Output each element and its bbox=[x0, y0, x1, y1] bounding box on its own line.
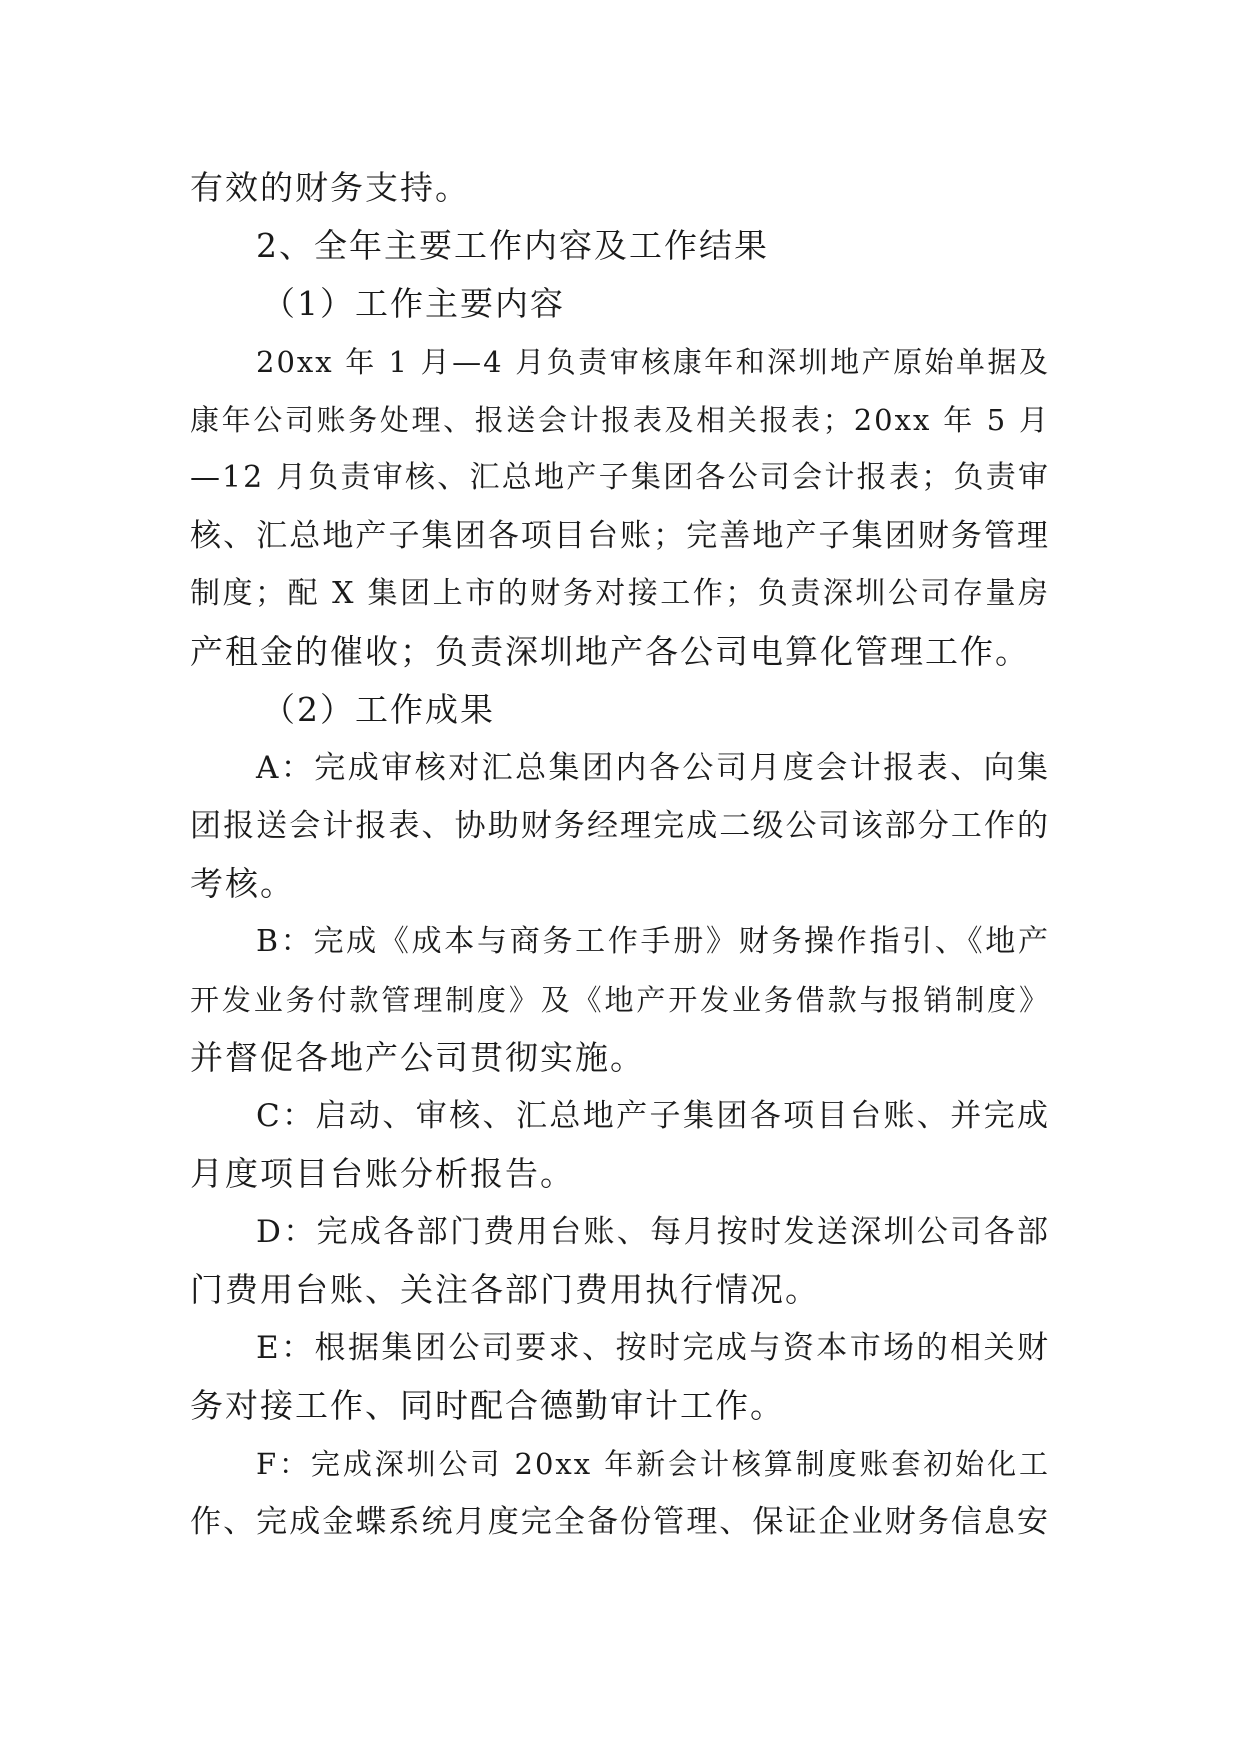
item-e-line-2: 务对接工作、同时配合德勤审计工作。 bbox=[190, 1386, 785, 1425]
item-a-line-1: A：完成审核对汇总集团内各公司月度会计报表、向集 bbox=[256, 750, 1050, 786]
text-line-6: —12 月负责审核、汇总地产子集团各公司会计报表；负责审 bbox=[190, 460, 1050, 495]
item-b-line-1: B：完成《成本与商务工作手册》财务操作指引、《地产 bbox=[256, 924, 1050, 959]
item-d-line-2: 门费用台账、关注各部门费用执行情况。 bbox=[190, 1270, 820, 1309]
text-line-5: 康年公司账务处理、报送会计报表及相关报表；20xx 年 5 月 bbox=[190, 403, 1050, 437]
item-b-line-2: 开发业务付款管理制度》及《地产开发业务借款与报销制度》 bbox=[190, 983, 1050, 1017]
subheading-work-content: （1）工作主要内容 bbox=[262, 284, 565, 323]
item-c-line-2: 月度项目台账分析报告。 bbox=[190, 1154, 575, 1193]
text-line-9: 产租金的催收；负责深圳地产各公司电算化管理工作。 bbox=[190, 632, 1030, 671]
item-a-line-2: 团报送会计报表、协助财务经理完成二级公司该部分工作的 bbox=[190, 808, 1050, 844]
item-f-line-1: F：完成深圳公司 20xx 年新会计核算制度账套初始化工 bbox=[256, 1447, 1050, 1481]
item-b-line-3: 并督促各地产公司贯彻实施。 bbox=[190, 1038, 645, 1077]
item-d-line-1: D：完成各部门费用台账、每月按时发送深圳公司各部 bbox=[256, 1214, 1050, 1250]
item-c-line-1: C：启动、审核、汇总地产子集团各项目台账、并完成 bbox=[256, 1098, 1050, 1134]
item-a-line-3: 考核。 bbox=[190, 864, 295, 903]
subheading-work-results: （2）工作成果 bbox=[262, 690, 495, 729]
text-line-4: 20xx 年 1 月—4 月负责审核康年和深圳地产原始单据及 bbox=[256, 345, 1050, 379]
item-f-line-2: 作、完成金蝶系统月度完全备份管理、保证企业财务信息安 bbox=[190, 1504, 1050, 1540]
text-line-1: 有效的财务支持。 bbox=[190, 168, 470, 207]
text-line-7: 核、汇总地产子集团各项目台账；完善地产子集团财务管理 bbox=[190, 518, 1050, 554]
text-line-8: 制度；配 X 集团上市的财务对接工作；负责深圳公司存量房 bbox=[190, 576, 1050, 611]
item-e-line-1: E：根据集团公司要求、按时完成与资本市场的相关财 bbox=[256, 1330, 1050, 1366]
section-heading-2: 2、全年主要工作内容及工作结果 bbox=[256, 226, 769, 265]
